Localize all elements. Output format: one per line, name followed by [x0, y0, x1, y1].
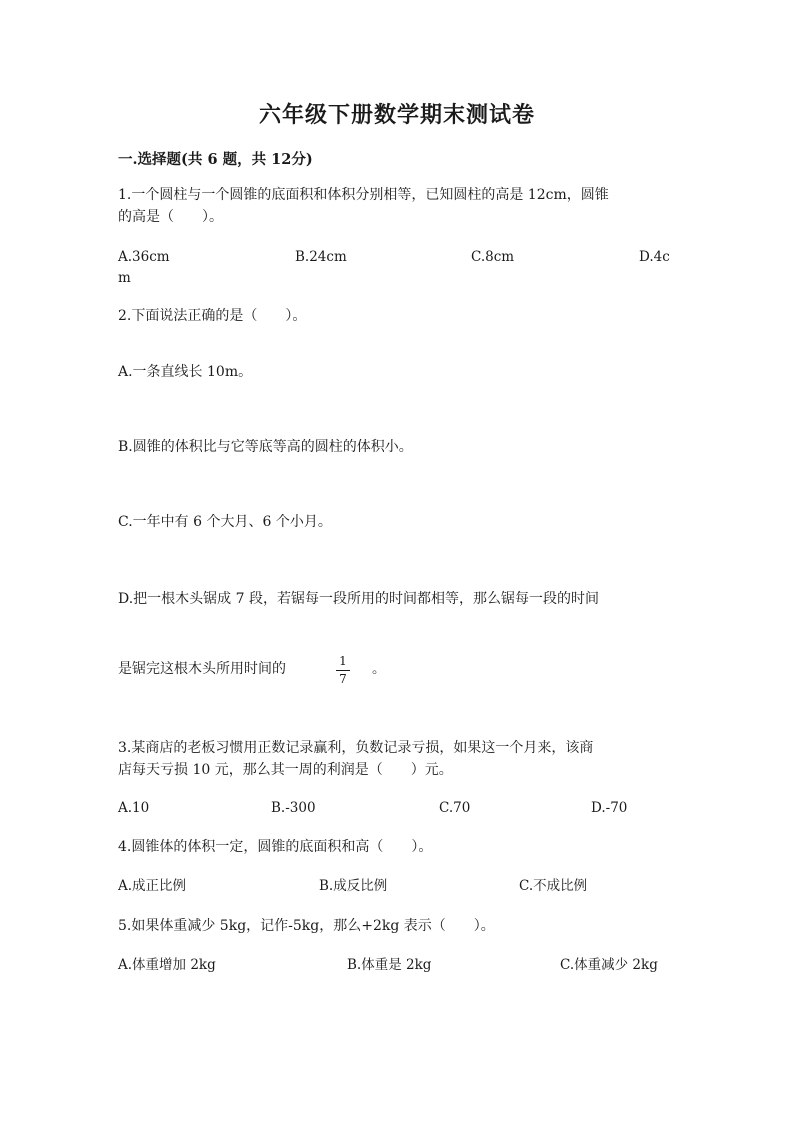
section-heading: 一.选择题(共 6 题，共 12分)	[118, 151, 313, 168]
q1-option-d-wrap: m	[118, 270, 131, 286]
fraction-bar	[336, 670, 350, 671]
question-2-stem: 2.下面说法正确的是（ ）。	[118, 308, 307, 324]
q2-option-c: C.一年中有 6 个大月、6 个小月。	[118, 514, 332, 530]
question-5-stem: 5.如果体重减少 5kg，记作-5kg，那么+2kg 表示（ ）。	[118, 918, 495, 934]
q2-option-d-line-2: 是锯完这根木头所用时间的	[118, 661, 286, 677]
q2-option-a: A.一条直线长 10m。	[118, 364, 253, 380]
q3-option-c: C.70	[439, 800, 471, 816]
q4-option-b: B.成反比例	[319, 878, 388, 894]
q1-option-b: B.24cm	[295, 249, 347, 265]
fraction-numerator: 1	[339, 654, 347, 668]
q5-option-b: B.体重是 2kg	[347, 957, 432, 973]
question-1-line-2: 的高是（ ）。	[118, 209, 223, 225]
question-4-stem: 4.圆锥体的体积一定，圆锥的底面积和高（ ）。	[118, 839, 433, 855]
fraction-denominator: 7	[339, 672, 347, 686]
q4-option-c: C.不成比例	[519, 878, 588, 894]
question-3-line-1: 3.某商店的老板习惯用正数记录赢利，负数记录亏损，如果这一个月来，该商	[118, 740, 594, 756]
question-3-line-2: 店每天亏损 10 元，那么其一周的利润是（ ）元。	[118, 762, 453, 778]
q4-option-a: A.成正比例	[118, 878, 187, 894]
page-title: 六年级下册数学期末测试卷	[258, 102, 535, 128]
fraction-one-seventh	[336, 654, 350, 687]
q2-option-b: B.圆锥的体积比与它等底等高的圆柱的体积小。	[118, 439, 413, 455]
q1-option-d: D.4c	[639, 249, 670, 265]
q2-option-d-line-1: D.把一根木头锯成 7 段，若锯每一段所用的时间都相等，那么锯每一段的时间	[118, 591, 599, 607]
q3-option-b: B.-300	[271, 800, 316, 816]
q2-option-d-period: 。	[372, 661, 386, 677]
q1-option-a: A.36cm	[118, 249, 170, 265]
question-1-line-1: 1.一个圆柱与一个圆锥的底面积和体积分别相等，已知圆柱的高是 12cm，圆锥	[118, 187, 609, 203]
q5-option-a: A.体重增加 2kg	[118, 957, 216, 973]
q5-option-c: C.体重减少 2kg	[560, 957, 658, 973]
q3-option-a: A.10	[118, 800, 150, 816]
q3-option-d: D.-70	[591, 800, 628, 816]
q1-option-c: C.8cm	[471, 249, 515, 265]
